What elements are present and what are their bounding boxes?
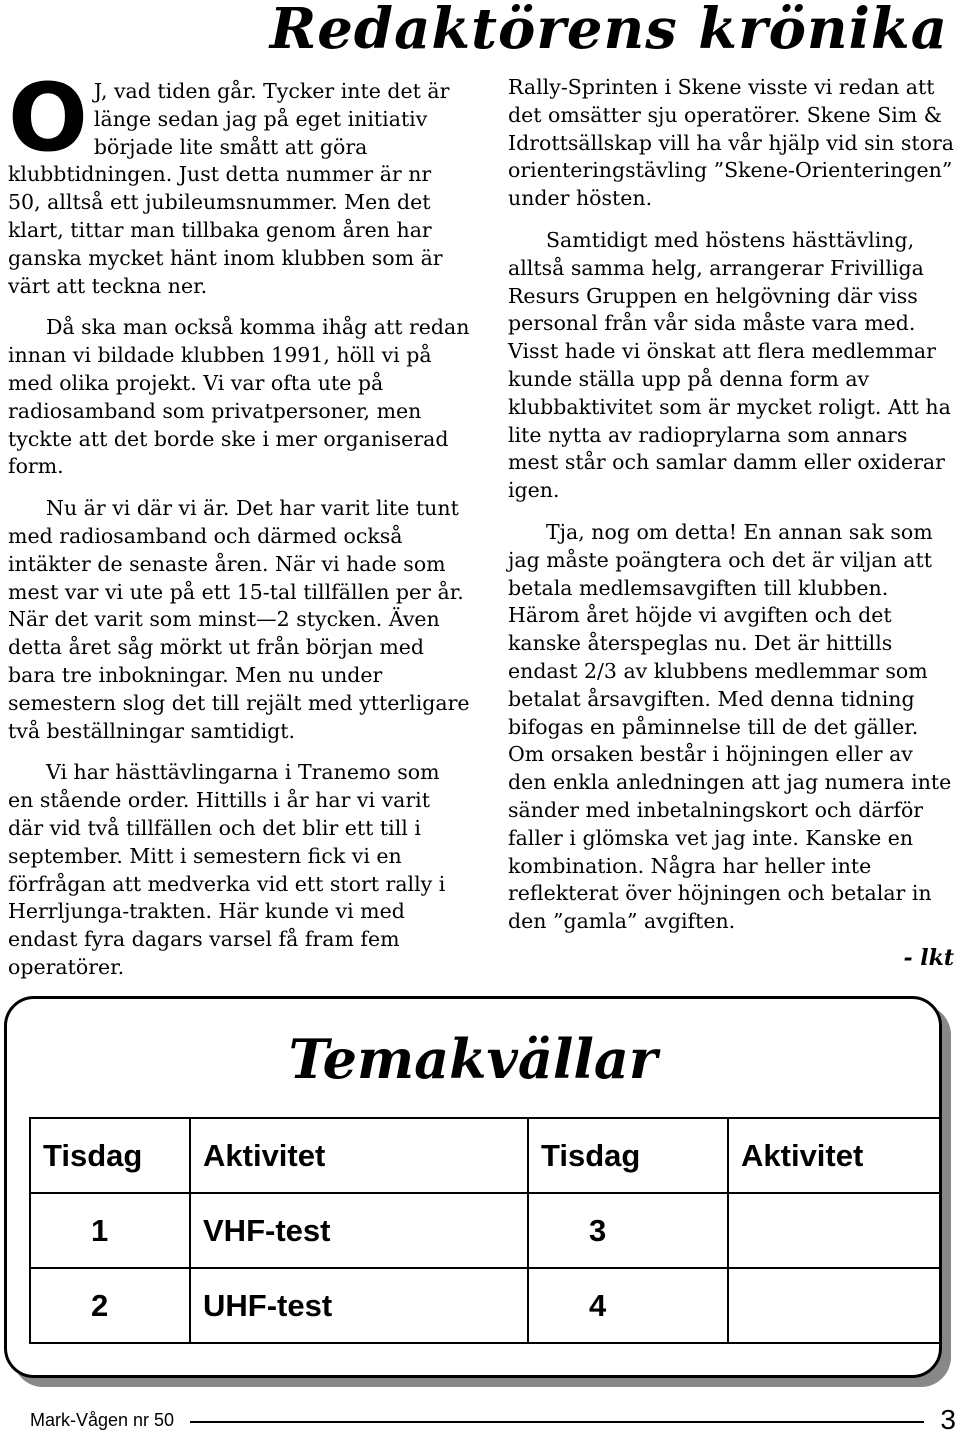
table-header-row [30,1118,940,1193]
table-row [30,1193,940,1268]
table-cell [728,1193,940,1268]
article-paragraph [8,64,470,300]
drop-cap: O [8,64,88,173]
article-paragraph: Då ska man också komma ihåg att redan innan vi bildade klubben 1991, höll vi på med olika projekt. Vi var ofta ute på radiosamband som privatpersoner, men tyckte att det borde ske i mer organiserad form. [8,315,470,479]
column-header: Tisdag [30,1118,190,1193]
article-paragraph: Vi har hästtävlingarna i Tranemo som en stående order. Hittills i år har vi varit där vid två tillfällen och det blir ett till i september. Mitt i semestern fick vi en förfrågan att medverka vid ett stort rally i Herrljunga-trakten. Här kunde vi med endast fyra dagars varsel få fram fem operatörer. [8,760,446,979]
table-cell: 1 [30,1193,190,1268]
article-column-right [508,74,954,950]
footer-divider [190,1421,924,1423]
page-title: Redaktörens krönika [269,0,948,62]
author-signature: - lkt [903,945,954,971]
table-cell: UHF-test [190,1268,528,1343]
box-title: Temakvällar [288,1027,658,1091]
table-cell: 3 [528,1193,728,1268]
article-paragraph: Samtidigt med höstens hästtävling, alltså samma helg, arrangerar Frivilliga Resurs Gruppen en helgövning där viss personal från vår sida måste vara med. Visst hade vi önskat att flera medlemmar kunde ställa upp på denna form av klubbaktivitet som är mycket roligt. Att ha lite nytta av radioprylarna som annars mest står och samlar damm eller oxiderar igen. [508,227,951,503]
table-cell: 4 [528,1268,728,1343]
table-cell [728,1268,940,1343]
theme-evenings-box [4,996,942,1378]
table-cell: VHF-test [190,1193,528,1268]
article-column-left [8,64,470,996]
publication-name: Mark-Vågen nr 50 [30,1410,175,1430]
article-paragraph: Rally-Sprinten i Skene visste vi redan att det omsätter sju operatörer. Skene Sim & Idrottsällskap vill ha vår hjälp vid sin stora orienteringstävling ”Skene-Orienteringen” under hösten. [508,75,954,211]
schedule-table [29,1117,941,1344]
column-header: Aktivitet [190,1118,528,1193]
article-paragraph: Tja, nog om detta! En annan sak som jag måste poängtera och det är viljan att betala medlemsavgiften till klubben. Härom året höjde vi avgiften och det kanske återspeglas nu. Det är hittills endast 2/3 av klubbens medlemmar som betalat årsavgiften. Med denna tidning bifogas en påminnelse till de det gäller. Om orsaken består i höjningen eller av den enkla anledningen att jag numera inte sänder med inbetalningskort och därför faller i glömska vet jag inte. Kanske en kombination. Några har heller inte reflekterat över höjningen och betalar in den ”gamla” avgiften. [508,519,952,934]
page-number: 3 [940,1404,956,1435]
paragraph-text: J, vad tiden går. Tycker inte det är länge sedan jag på eget initiativ började lite smått att göra klubbtidningen. Just detta nummer är nr 50, alltså ett jubileumsnummer. Men det klart, tittar man tillbaka genom åren har ganska mycket hänt inom klubben som är värt att teckna ner. [8,79,450,298]
column-header: Aktivitet [728,1118,940,1193]
table-row [30,1268,940,1343]
column-header: Tisdag [528,1118,728,1193]
article-paragraph: Nu är vi där vi är. Det har varit lite tunt med radiosamband och därmed också intäkter de senaste åren. När vi hade som mest var vi ute på ett 15-tal tillfällen per år. När det varit som minst—2 stycken. Även detta året såg mörkt ut från början med bara tre inbokningar. Men nu under semestern slog det till rejält med ytterligare två beställningar samtidigt. [8,496,470,743]
table-cell: 2 [30,1268,190,1343]
